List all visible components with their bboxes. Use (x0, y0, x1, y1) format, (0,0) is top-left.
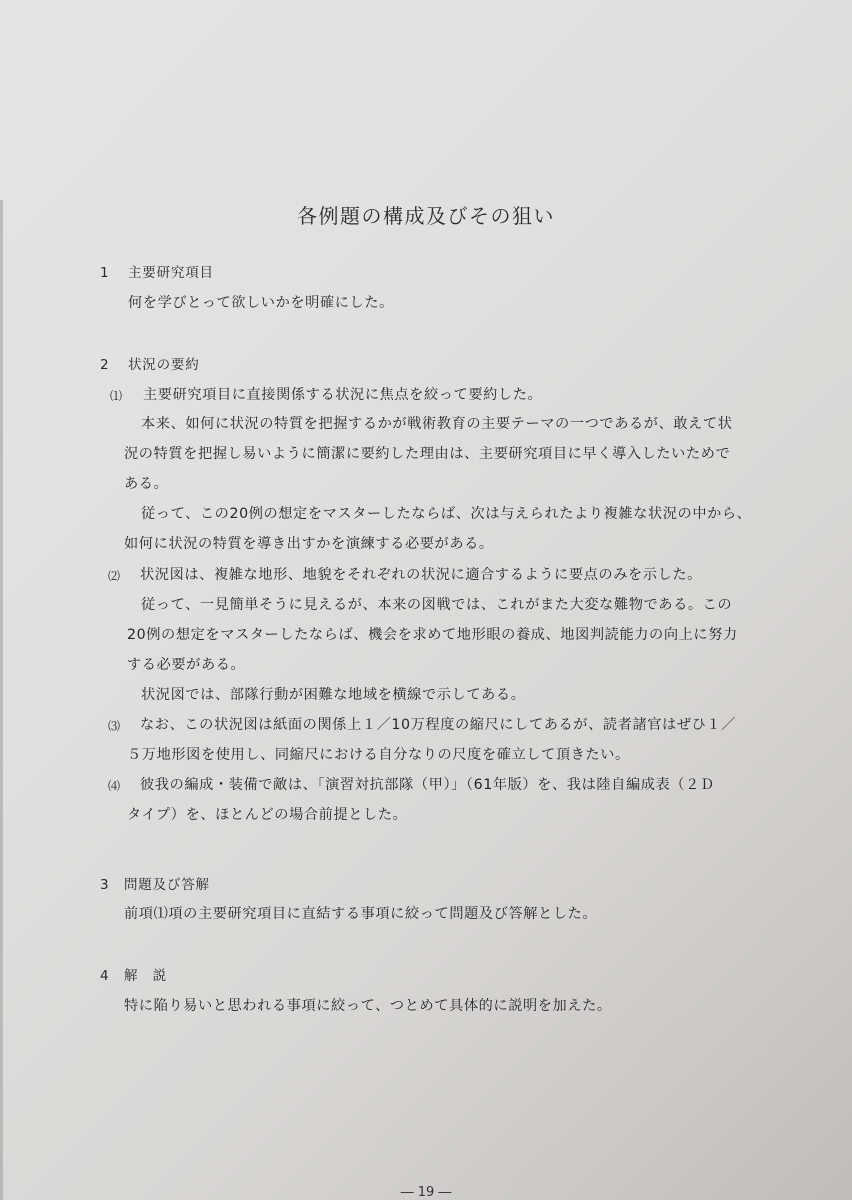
item-line: 20例の想定をマスターしたならば、機会を求めて地形眼の養成、地図判読能力の向上に努力 (127, 627, 738, 643)
item-line: 本来、如何に状況の特質を把握するかが戦術教育の主要テーマの一つであるが、敢えて状 (141, 416, 733, 432)
item-line: ５万地形図を使用し、同縮尺における自分なりの尺度を確立して頂きたい。 (127, 747, 630, 763)
item-line: 如何に状況の特質を導き出すかを演練する必要がある。 (124, 536, 494, 552)
section-heading: 状況の要約 (128, 357, 200, 373)
item-line: 彼我の編成・装備で敵は、「演習対抗部隊（甲）」（61年版）を、我は陸自編成表（２Ｄ (140, 777, 715, 793)
page-title: 各例題の構成及びその狙い (297, 204, 555, 228)
item-label: ⑷ (108, 779, 121, 793)
item-line: 従って、一見簡単そうに見えるが、本来の図戦では、これがまた大変な難物である。この (141, 597, 733, 613)
paragraph-line: 前項⑴項の主要研究項目に直結する事項に絞って問題及び答解とした。 (124, 906, 598, 922)
section-number: 1 (100, 265, 109, 281)
paragraph-line: 何を学びとって欲しいかを明確にした。 (128, 295, 394, 311)
item-line: 況の特質を把握し易いように簡潔に要約した理由は、主要研究項目に早く導入したいためで (124, 446, 731, 462)
item-line: 主要研究項目に直接関係する状況に焦点を絞って要約した。 (143, 387, 543, 403)
section-heading: 主要研究項目 (128, 265, 214, 281)
item-line: 従って、この20例の想定をマスターしたならば、次は与えられたより複雑な状況の中から、 (141, 506, 752, 522)
item-label: ⑴ (110, 389, 123, 403)
paragraph-line: 特に陥り易いと思われる事項に絞って、つとめて具体的に説明を加えた。 (124, 998, 612, 1014)
section-number: 3 (100, 877, 109, 893)
item-line: 状況図は、複雑な地形、地貌をそれぞれの状況に適合するように要点のみを示した。 (140, 567, 702, 583)
page-edge-shadow (0, 200, 3, 1200)
page-number: ― 19 ― (400, 1185, 452, 1200)
item-line: 状況図では、部隊行動が困難な地域を横線で示してある。 (141, 687, 526, 703)
section-number: 4 (100, 968, 109, 984)
item-label: ⑶ (108, 719, 121, 733)
item-line: する必要がある。 (127, 657, 246, 673)
item-label: ⑵ (108, 569, 121, 583)
item-line: タイプ）を、ほとんどの場合前提とした。 (127, 807, 408, 823)
section-heading: 問題及び答解 (124, 877, 210, 893)
section-heading: 解 説 (124, 968, 167, 984)
section-number: 2 (100, 357, 109, 373)
item-line: なお、この状況図は紙面の関係上１／10万程度の縮尺にしてあるが、読者諸官はぜひ１／ (140, 717, 736, 733)
item-line: ある。 (124, 476, 169, 492)
